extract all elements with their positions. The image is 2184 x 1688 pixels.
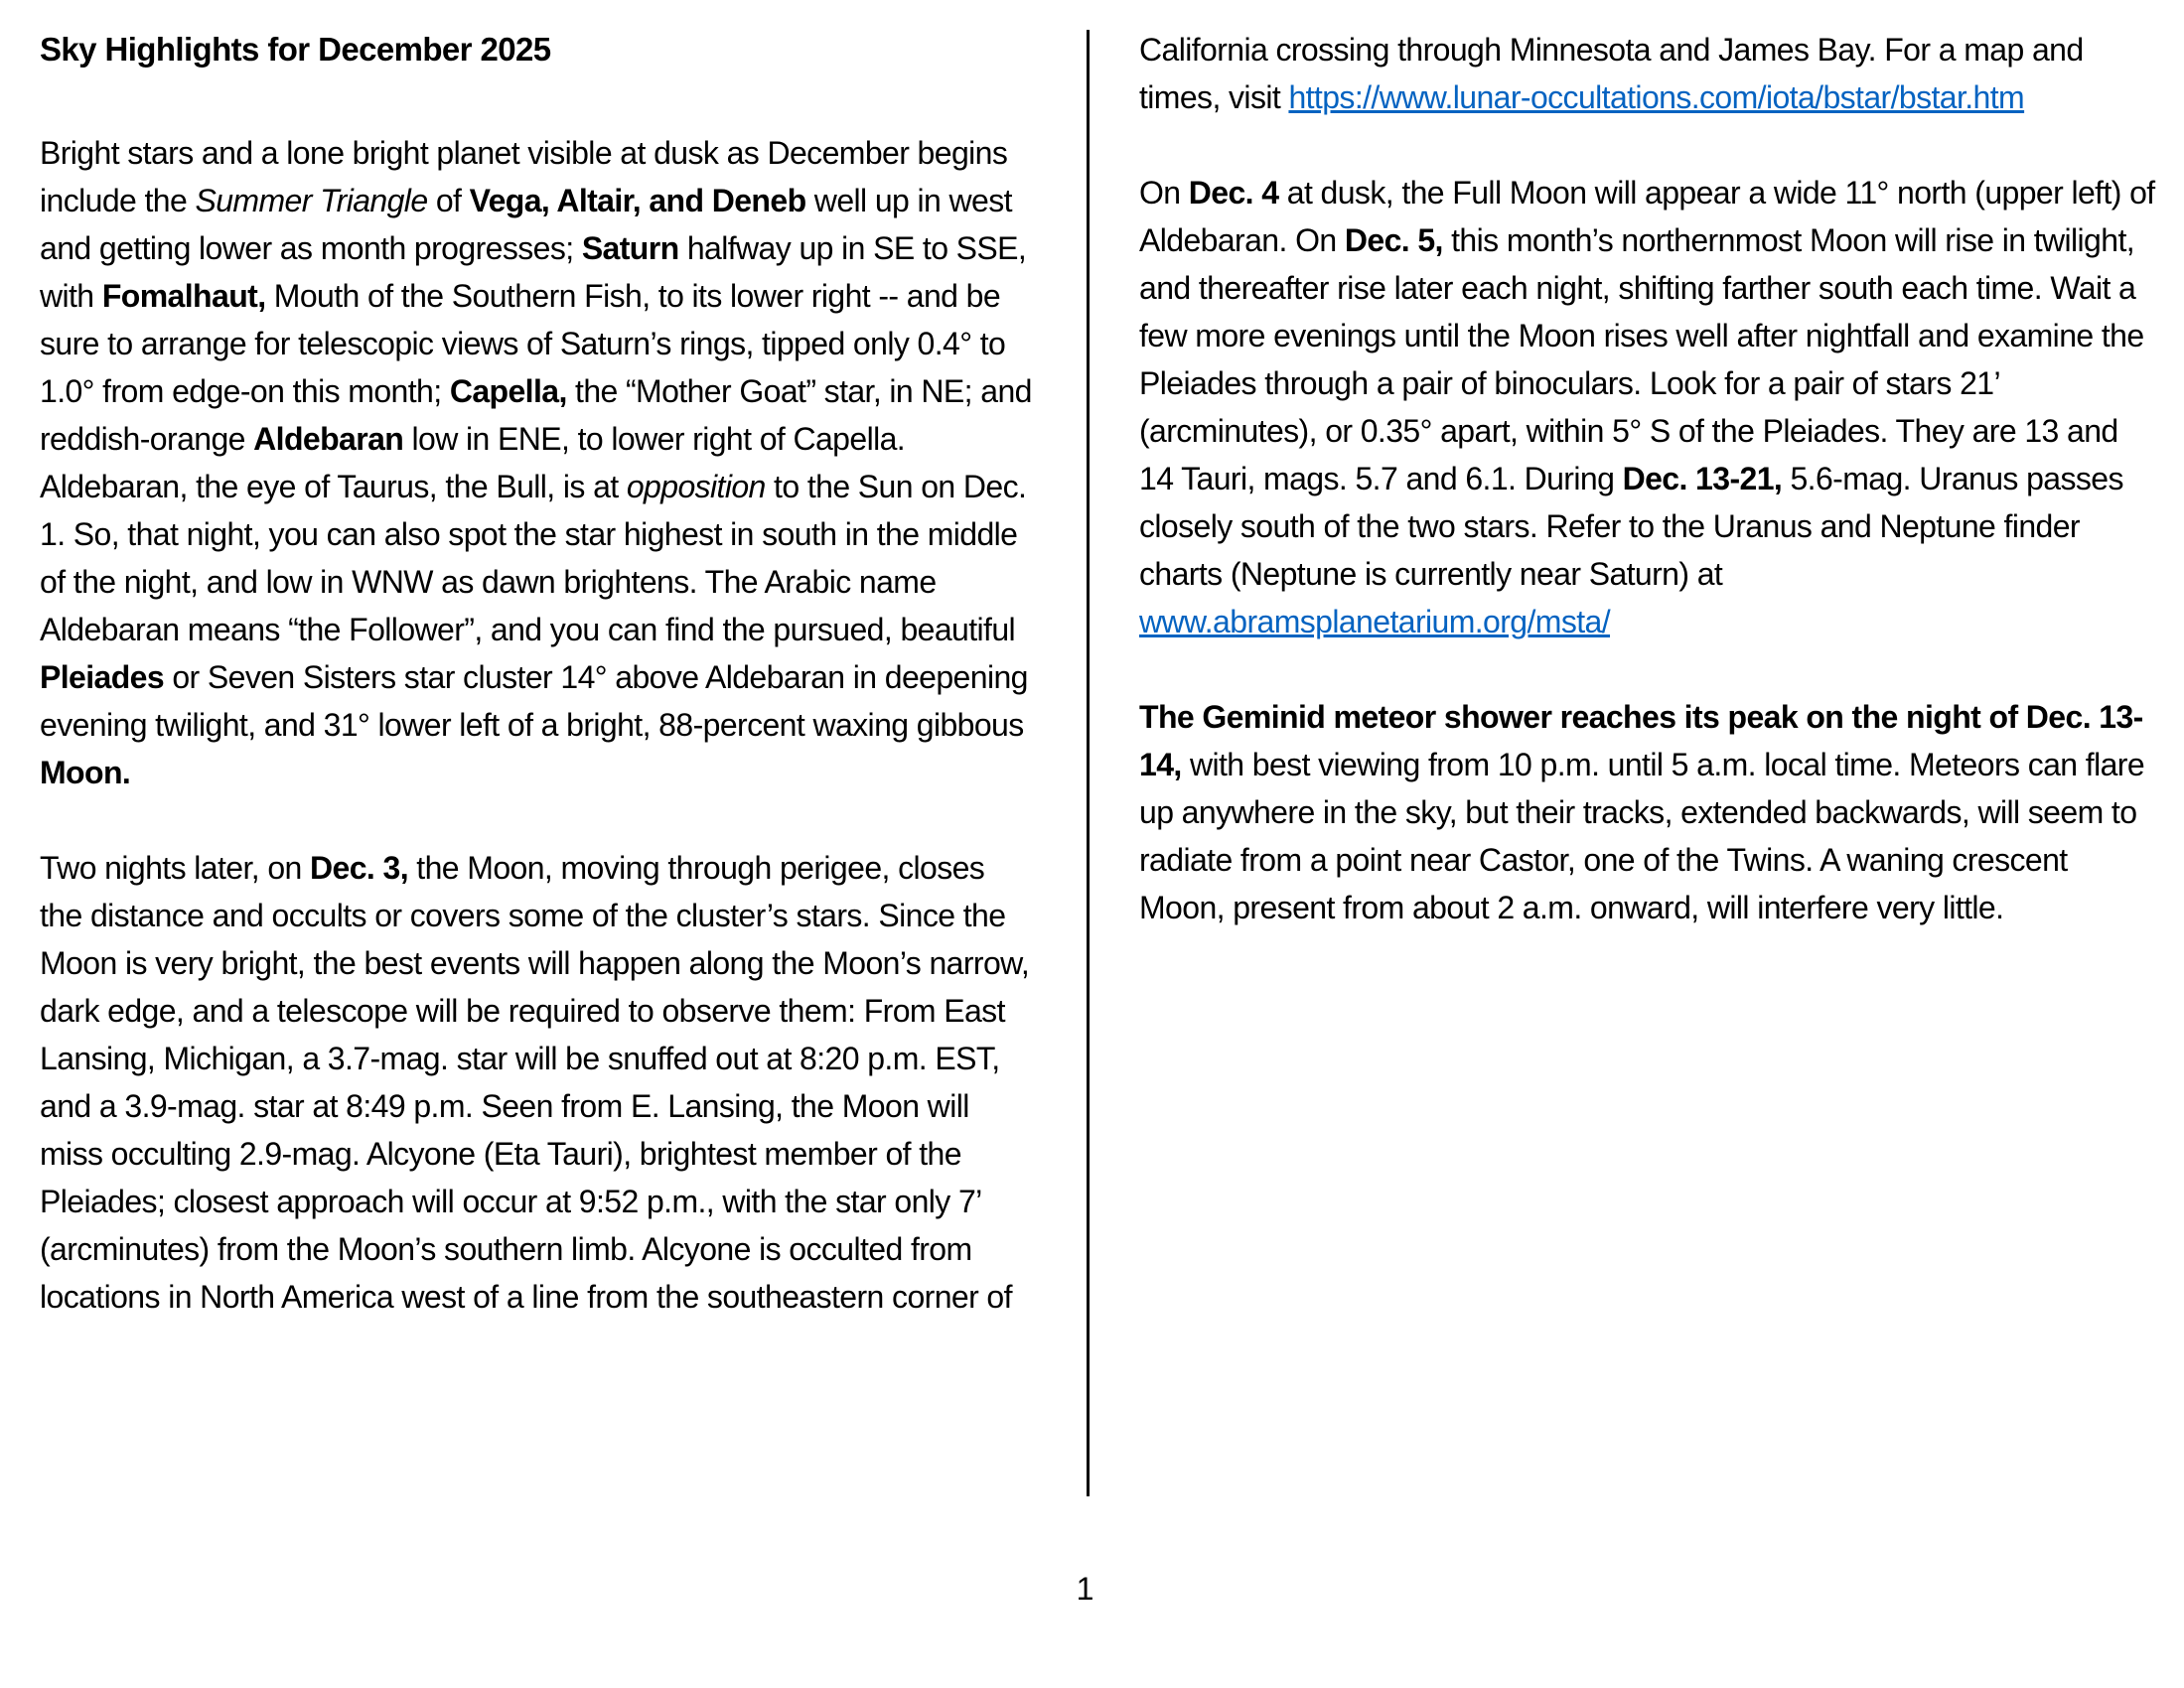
paragraph xyxy=(1139,26,2156,121)
text-run: Dec. 4 xyxy=(1188,175,1279,211)
text-run: low in ENE, to lower right of Capella. Aldebaran, the eye of Taurus, the Bull, is at xyxy=(40,421,906,504)
text-run: Dec. 3, xyxy=(310,850,408,886)
text-run: halfway up in SE to SSE, with xyxy=(40,230,1027,314)
document-title: Sky Highlights for December 2025 xyxy=(40,31,551,68)
paragraph xyxy=(40,129,1035,796)
paragraph xyxy=(1139,693,2156,931)
text-run: or Seven Sisters star cluster 14° above Aldebaran in deepening evening twilight, and 31° lower left of a bright, 88-percent waxing gibbous xyxy=(40,659,1028,743)
text-run: Mouth of the Southern Fish, to its lower right -- and be sure to arrange for telescopic views of Saturn’s rings, tipped only 0.4° to 1.0° from edge-on this month; xyxy=(40,278,1006,409)
page-number: 1 xyxy=(1076,1571,1094,1607)
text-run: California crossing through Minnesota and James Bay. For a map and times, visit xyxy=(1139,32,2084,115)
paragraph xyxy=(40,844,1035,1321)
text-run: The Geminid meteor shower reaches its peak on the night of Dec. 13-14, xyxy=(1139,699,2143,782)
text-run: Moon. xyxy=(40,755,131,790)
hyperlink[interactable]: www.abramsplanetarium.org/msta/ xyxy=(1139,604,1611,639)
text-run: the “Mother Goat” star, in NE; and reddish-orange xyxy=(40,373,1032,457)
paragraph xyxy=(1139,169,2156,645)
text-run: Summer Triangle xyxy=(195,183,428,218)
text-run: Bright stars and a lone bright planet visible at dusk as December begins include the xyxy=(40,135,1008,218)
text-run: Vega, Altair, and Deneb xyxy=(469,183,806,218)
text-run: with best viewing from 10 p.m. until 5 a.m. local time. Meteors can flare up anywhere in the sky, but their tracks, extended backwards, will seem to radiate from a point near Castor, one of the Twins. A waning crescent Moon, present from about 2 a.m. onward, will interfere very little. xyxy=(1139,747,2145,925)
text-run: the Moon, moving through perigee, closes the distance and occults or covers some of the cluster’s stars. Since the Moon is very bright, the best events will happen along the Moon’s narrow, dark edge, and a telescope will be required to observe them: From East Lansing, Michigan, a 3.7-mag. star will be snuffed out at 8:20 p.m. EST, and a 3.9-mag. star at 8:49 p.m. Seen from E. Lansing, the Moon will miss occulting 2.9-mag. Alcyone (Eta Tauri), brightest member of the Pleiades; closest approach will occur at 9:52 p.m., with the star only 7’ (arcminutes) from the Moon’s southern limb. Alcyone is occulted from locations in North America west of a line from the southeastern corner of xyxy=(40,850,1030,1315)
text-run: Aldebaran xyxy=(253,421,404,457)
text-run: Fomalhaut, xyxy=(101,278,266,314)
text-run: opposition xyxy=(626,469,766,504)
text-run: 5.6-mag. Uranus passes closely south of the two stars. Refer to the Uranus and Neptune finder charts (Neptune is currently near Saturn) at xyxy=(1139,461,2123,592)
column-divider xyxy=(1087,30,1090,1496)
text-run: this month’s northernmost Moon will rise in twilight, and thereafter rise later each night, shifting farther south each time. Wait a few more evenings until the Moon rises well after nightfall and examine the Pleiades through a pair of binoculars. Look for a pair of stars 21’ (arcminutes), or 0.35° apart, within 5° S of the Pleiades. They are 13 and 14 Tauri, mags. 5.7 and 6.1. During xyxy=(1139,222,2144,496)
text-run: well up in west and getting lower as month progresses; xyxy=(40,183,1012,266)
hyperlink[interactable]: https://www.lunar-occultations.com/iota/bstar/bstar.htm xyxy=(1288,79,2025,115)
text-run: Dec. 13-21, xyxy=(1622,461,1783,496)
text-run: Pleiades xyxy=(40,659,165,695)
text-run: Dec. 5, xyxy=(1344,222,1443,258)
text-run: Capella, xyxy=(449,373,567,409)
text-run: Two nights later, on xyxy=(40,850,311,886)
text-run: of xyxy=(427,183,470,218)
text-run: at dusk, the Full Moon will appear a wide 11° north (upper left) of Aldebaran. On xyxy=(1139,175,2155,258)
text-run: On xyxy=(1139,175,1189,211)
left-column xyxy=(40,26,1035,1368)
text-run: to the Sun on Dec. 1. So, that night, you can also spot the star highest in south in the middle of the night, and low in WNW as dawn brightens. The Arabic name Aldebaran means “the Follower”, and you can find the pursued, beautiful xyxy=(40,469,1027,647)
right-column xyxy=(1139,26,2156,979)
text-run: Saturn xyxy=(581,230,679,266)
